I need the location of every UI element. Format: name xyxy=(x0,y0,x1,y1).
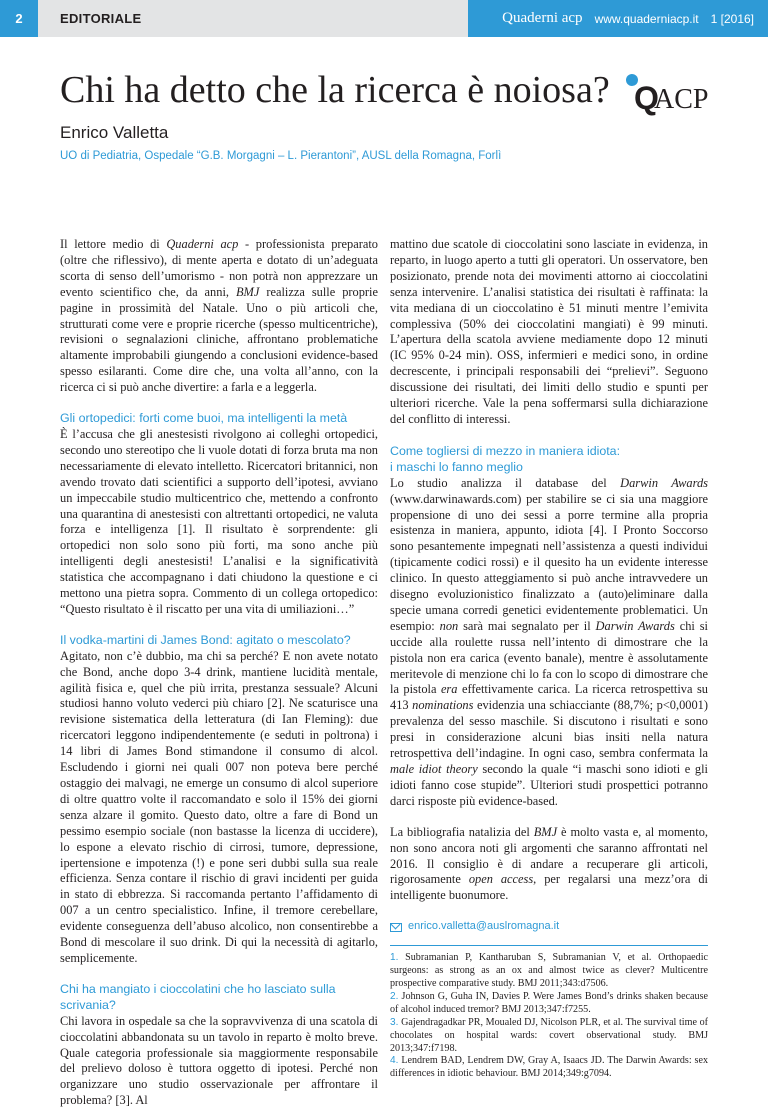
author-affiliation: UO di Pediatria, Ospedale “G.B. Morgagni – L. Pierantoni”, AUSL della Romagna, Forlì xyxy=(60,150,502,162)
journal-name: Quaderni acp xyxy=(502,10,583,26)
section-heading-orthopedics: Gli ortopedici: forti come buoi, ma intelligenti la metà xyxy=(60,411,348,426)
author-email[interactable] xyxy=(390,919,708,935)
section-heading-chocolates: Chi ha mangiato i cioccolatini che ho lasciato sulla scrivania? xyxy=(60,981,336,1012)
paragraph-darwin: Lo studio analizza il database del Darwin Awards (www.darwinawards.com) per stabilire se ci sia una maggiore propensione di uno dei sessi a porre termine alla propria esistenza in maniera, appunto, idiota [4]. I Pronto Soccorso sono pesantemente impegnati nell’assistenza a questi individui (tipicamente codici rossi) e il quesito ha un evidente interesse clinico. In questo atteggiamento si può anche intravvedere un disegno evoluzionistico finalizzato a (auto)eliminare dalla specie umana corredi genetici evidentemente problematici. Un esempio: non sarà mai segnalato per il Darwin Awards chi si uccide alla roulette russa nell’intento di dimostrare che la pistola non era carica (evento banale), mentre è assolutamente meritevole di menzione chi lo fa con lo scopo di dimostrare che la pistola era effettivamente carica. La ricerca retrospettiva su 413 nominations evidenzia una schiacciante (88,7%; p<0,0001) prevalenza del sesso maschile. Si discutono i risultati e sono presi in considerazione alcuni bias insiti nella natura retrospettiva dell’indagine. In ogni caso, sembra confermata la male idiot theory secondo la quale “i maschi sono idioti e gli idioti fanno cose stupide”. Ulteriori studi prospettici potranno darci risposte più evidence-based. xyxy=(390,475,709,808)
intro-paragraph: Il lettore medio di Quaderni acp - professionista preparato (oltre che riflessivo), di mente aperta e dotato di un’adeguata scorta di senso dell’umorismo - non potrà non apprezzare un evento scientifico che, da anni, BMJ realizza sulle proprie pagine in prossimità del Natale. Uno o più articoli che, strutturati come vere e proprie ricerche (spesso multicentriche), revisioni o segnalazioni cliniche, affrontano problematiche altamente improbabili giungendo a conclusioni evidence-based spesso esilaranti. Come dire che, una volta all’anno, con la ricerca ci si può anche divertire: a farla e a leggerla. xyxy=(60,237,378,395)
paragraph-orthopedics: È l’accusa che gli anestesisti rivolgono ai colleghi ortopedici, secondo uno stereotipo che li vuole dotati di forza bruta ma non necessariamente di elevato intelletto. Ricercatori britannici, non avendo trovato dati scientifici a supporto dell’ipotesi, avviano un impeccabile studio multicentrico che, mettendo a confronto una quarantina di anestesisti con altrettanti ortopedici, ne valuta forza e intelligenza [1]. Il risultato è sorprendente: gli ortopedici non solo sono più forti, ma sono anche più intelligenti degli anestesisti! L’analisi e la significatività statistica che accompagnano i dati chiudono la questione e ci mettono una pietra sopra. Commento di un collega ortopedico: “Questo risultato è il riscatto per una vita di umiliazioni…” xyxy=(60,426,378,616)
journal-banner xyxy=(468,0,768,37)
section-heading-james-bond: Il vodka-martini di James Bond: agitato o mescolato? xyxy=(60,632,351,647)
logo-q: Q xyxy=(634,80,659,116)
paragraph-chocolates-continued: mattino due scatole di cioccolatini sono lasciate in evidenza, in reparto, in luogo aperto a tutti gli operatori. Un osservatore, ben posizionato, prende nota dei movimenti attorno ai cioccolatini senza intervenire. L’analisi statistica dei risultati è raffinata: la vita mediana di un cioccolatino è 51 minuti mentre l’emivita complessiva (50% dei cioccolatini mangiati) è 99 minuti. L’apertura della scatola avviene mediamente dopo 12 minuti (IC 95% 0-24 min). OSS, infermieri e medici sono, in ordine decrescente, i principali responsabili dei “prelievi”. Seguono discussione dei risultati, dei limiti dello studio e spunti per ulteriori ricerche. Vale la pena soffermarsi sulla dichiarazione del conflitto di interessi. xyxy=(390,237,708,426)
issue-label: 1 [2016] xyxy=(710,11,754,26)
article-title: Chi ha detto che la ricerca è noiosa? xyxy=(60,69,610,111)
logo-acp: ACP xyxy=(654,84,709,115)
paragraph-chocolates: Chi lavora in ospedale sa che la sopravvivenza di una scatola di cioccolatini abbandonata su un tavolo in reparto è molto breve. Quale categoria professionale sia maggiormente responsabile del prelievo doloso è tuttora oggetto di ipotesi. Perché non organizzare uno studio osservazionale per affrontare il problema? [3]. Al xyxy=(60,1013,378,1108)
author-name: Enrico Valletta xyxy=(60,123,169,142)
acp-logo xyxy=(626,74,730,114)
references-list xyxy=(390,952,708,1081)
column-left xyxy=(60,237,378,1109)
paragraph-james-bond: Agitato, non c’è dubbio, ma chi sa perché? E non avete notato che Bond, anche dopo 3-4 drink, mantiene lucidità mentale, agilità fisica e, quel che più irrita, prestanza sessuale? Alcuni studiosi hanno voluto vederci più chiaro [2]. Ne scaturisce una revisione sistematica della letteratura (di Ian Fleming): due ricercatori leggono indipendentemente (e seduti in poltrona) i 14 libri di James Bond stimandone il consumo di alcol. Escludendo i giorni nei quali 007 non poteva bere perché ostaggio dei malvagi, ne emerge un consumo di alcol superiore di oltre quattro volte il raccomandato e solo il 15% dei giorni senza alzare il gomito. Questo dato, oltre a fare di Bond un pessimo esempio sociale (non bastasse la licenza di uccidere), lo espone a elevato rischio di cirrosi, tumore, depressione, ipertensione e impotenza (!) e pone seri dubbi sulla sua reale efficienza. Senza contare il rischio di gravi incidenti per guida in stato di ebbrezza. Si raccomanda pertanto l’affidamento di 007 a un centro specialistico. Infine, il tremore cerebellare, evidente conseguenza dell’abuso alcolico, non consentirebbe a Bond di mescolare il suo drink. Di qui la necessità di agitarlo, semplicemente. xyxy=(60,648,378,965)
closing-paragraph: La bibliografia natalizia del BMJ è molto vasta e, al momento, non sono ancora noti gli argomenti che saranno affrontati nel 2016. Il consiglio è di andare a recuperare gli articoli, rigorosamente open access, per regalarsi una mezz’ora di intelligente buonumore. xyxy=(390,824,708,903)
section-label: EDITORIALE xyxy=(60,11,142,26)
reference-item: 2. Johnson G, Guha IN, Davies P. Were James Bond’s drinks shaken because of alcohol induced tremor? BMJ 2013;347:f7255. xyxy=(390,990,708,1015)
reference-item: 1. Subramanian P, Kantharuban S, Subramanian V, et al. Orthopaedic surgeons: as strong as an ox and almost twice as clever? Multicentre prospective comparative study. BMJ 2011;343:d7506. xyxy=(390,952,708,989)
page-number: 2 xyxy=(0,0,38,37)
reference-item: 4. Lendrem BAD, Lendrem DW, Gray A, Isaacs JD. The Darwin Awards: sex differences in idiotic behaviour. BMJ 2014;349:g7094. xyxy=(390,1055,708,1080)
journal-url[interactable]: www.quaderniacp.it xyxy=(594,11,699,26)
references-divider xyxy=(390,945,708,946)
envelope-icon xyxy=(390,923,402,932)
section-heading-darwin: Come togliersi di mezzo in maniera idiota: i maschi lo fanno meglio xyxy=(390,443,621,474)
column-right xyxy=(390,237,708,1081)
email-address[interactable]: enrico.valletta@auslromagna.it xyxy=(408,920,560,933)
reference-item: 3. Gajendragadkar PR, Moualed DJ, Nicolson PLR, et al. The survival time of chocolates on hospital wards: covert observational study. BMJ 2013;347:f7198. xyxy=(390,1016,708,1054)
